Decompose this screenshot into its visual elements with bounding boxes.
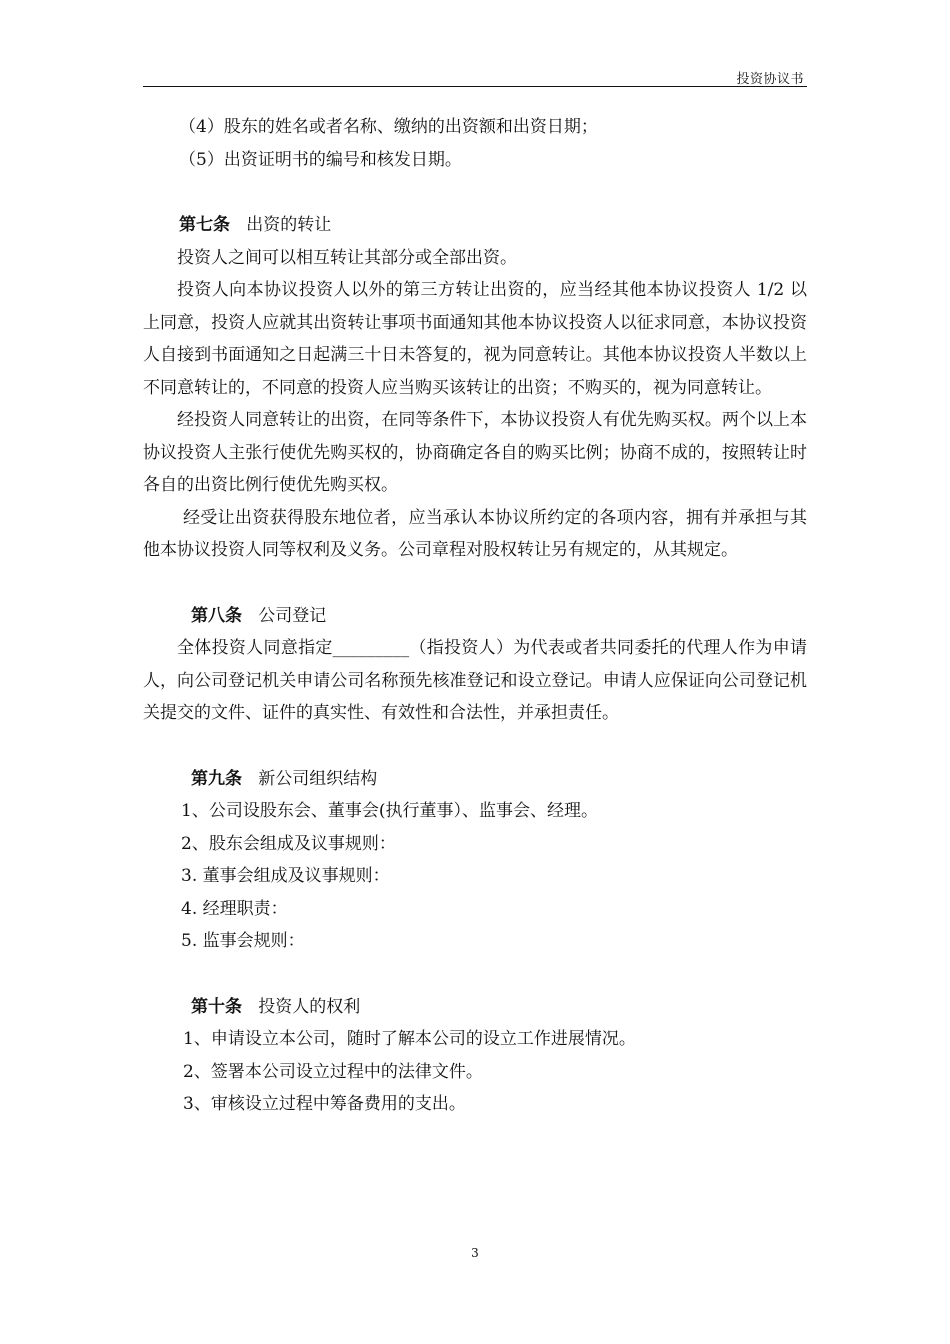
list-item: 2、签署本公司设立过程中的法律文件。 [183,1061,483,1082]
article-title: 公司登记 [258,605,327,626]
paragraph-gap [143,567,807,600]
article-title: 投资人的权利 [258,996,361,1017]
list-item: 3. 董事会组成及议事规则： [181,866,390,886]
header-rule [143,86,807,87]
list-item: 2、股东会组成及议事规则： [181,833,396,854]
list-item: （5）出资证明书的编号和核发日期。 [179,149,462,170]
article-8-paragraph: 全体投资人同意指定_________（指投资人）为代表或者共同委托的代理人作为申请人，向公司登记机关申请公司名称预先核准登记和设立登记。申请人应保证向公司登记机关提交的文件、证件的真实性、有效性和合法性，并承担责任。 [143,638,807,723]
header-title: 投资协议书 [736,72,804,87]
article-7-paragraph: 经投资人同意转让的出资，在同等条件下，本协议投资人有优先购买权。两个以上本协议投资人主张行使优先购买权的，协商确定各自的购买比例；协商不成的，按照转让时各自的出资比例行使优先购买权。 [143,410,807,495]
document-body [143,111,807,1121]
article-title: 新公司组织结构 [258,768,378,789]
list-item: 4. 经理职责： [181,898,288,919]
article-7-paragraph: 投资人向本协议投资人以外的第三方转让出资的，应当经其他本协议投资人 1/2 以上同意，投资人应就其出资转让事项书面通知其他本协议投资人以征求同意，本协议投资人自接到书面通知之日起满三十日未答复的，视为同意转让。其他本协议投资人半数以上不同意转让的，不同意的投资人应当购买该转让的出资；不购买的，视为同意转让。 [143,280,807,398]
article-number: 第七条 [179,215,230,235]
list-item: 1、公司设股东会、董事会(执行董事）、监事会、经理。 [181,801,598,821]
article-7-paragraph: 经受让出资获得股东地位者，应当承认本协议所约定的各项内容，拥有并承担与其他本协议投资人同等权利及义务。公司章程对股权转让另有规定的，从其规定。 [143,507,807,560]
article-number: 第十条 [191,996,242,1017]
list-item: 5. 监事会规则： [181,931,305,951]
page-number: 3 [471,1246,479,1260]
list-item: 1、申请设立本公司，随时了解本公司的设立工作进展情况。 [183,1029,636,1049]
paragraph-gap [143,958,807,991]
article-9-heading [143,763,807,796]
article-number: 第九条 [191,768,242,789]
paragraph-gap [143,730,807,763]
list-item: （4）股东的姓名或者名称、缴纳的出资额和出资日期； [179,117,598,137]
article-7-paragraph: 投资人之间可以相互转让其部分或全部出资。 [177,247,517,268]
article-number: 第八条 [191,605,242,626]
article-8-heading [143,600,807,633]
article-10-heading [143,991,807,1024]
paragraph-gap [143,176,807,209]
list-item: 3、审核设立过程中筹备费用的支出。 [183,1094,466,1114]
article-title: 出资的转让 [246,215,332,235]
article-7-heading [143,209,807,242]
